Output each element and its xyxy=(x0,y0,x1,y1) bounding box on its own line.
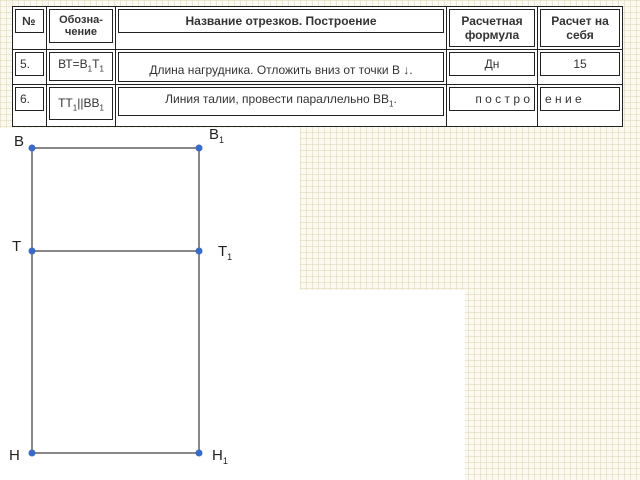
point-h1 xyxy=(196,450,203,457)
label-t: Т xyxy=(12,238,22,255)
row-designation: $ВТ=В_1Т_1$ xyxy=(49,52,113,81)
row-name: Длина нагрудника. Отложить вниз от точки В ↓. xyxy=(118,52,444,82)
label-h: Н xyxy=(9,447,20,464)
label-b1: $В_1$ xyxy=(209,126,225,145)
row-formula: п о с т р о xyxy=(449,87,535,111)
header-formula: Расчетная формула xyxy=(447,7,538,50)
row-calc: е н и е xyxy=(540,87,620,111)
header-num: № xyxy=(13,7,47,50)
point-b xyxy=(29,145,36,152)
row-formula: Дн xyxy=(449,52,535,76)
label-h1: $Н_1$ xyxy=(212,447,228,466)
header-name: Название отрезков. Построение xyxy=(116,7,447,50)
label-t1: $Т_1$ xyxy=(218,243,233,262)
point-h xyxy=(29,450,36,457)
header-designation: Обозна-чение xyxy=(47,7,116,50)
row-num: 5. xyxy=(15,52,44,76)
point-t xyxy=(29,248,36,255)
header-calc: Расчет на себя xyxy=(538,7,623,50)
row-name: Линия талии, провести параллельно $ВВ_1$. xyxy=(118,87,444,116)
arrow-down-icon: ↓. xyxy=(403,63,413,77)
row-designation: $ТТ_1||ВВ_1$ xyxy=(49,87,113,120)
point-b1 xyxy=(196,145,203,152)
point-t1 xyxy=(196,248,203,255)
label-b: В xyxy=(14,133,25,150)
row-num: 6. xyxy=(15,87,44,111)
row-calc: 15 xyxy=(540,52,620,76)
frame-rectangle xyxy=(32,148,199,453)
